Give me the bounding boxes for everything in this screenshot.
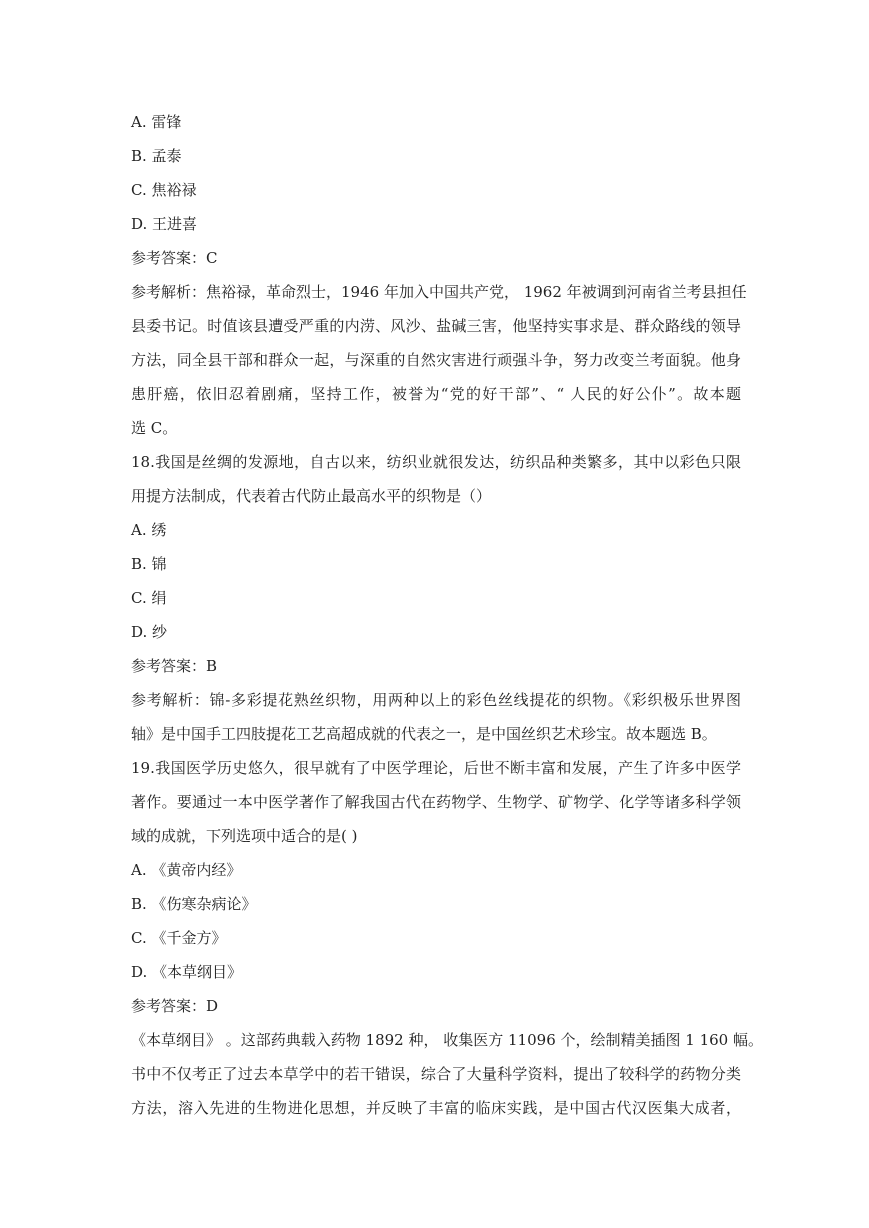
question-19-text: 著作。要通过一本中医学著作了解我国古代在药物学、生物学、矿物学、化学等诸多科学领 (131, 793, 741, 811)
option-c: C. 焦裕禄 (131, 181, 197, 199)
option-d: D. 王进喜 (131, 215, 198, 233)
question-18-text: 18.我国是丝绸的发源地，自古以来，纺织业就很发达，纺织品种类繁多，其中以彩色只限 (131, 453, 741, 471)
option-a: A. 《黄帝内经》 (131, 861, 242, 879)
option-b: B. 孟泰 (131, 147, 182, 165)
explanation-line: 患肝癌，依旧忍着剧痛，坚持工作，被誉为“党的好干部”、“ 人民的好公仆”。故本题 (131, 385, 741, 403)
option-c: C. 绢 (131, 589, 167, 607)
question-18-text: 用提方法制成，代表着古代防止最高水平的织物是（） (131, 487, 492, 505)
explanation-line: 参考解析：焦裕禄，革命烈士，1946 年加入中国共产党， 1962 年被调到河南省兰考县担任 (131, 283, 747, 301)
question-19-text: 域的成就，下列选项中适合的是( ) (131, 827, 358, 845)
explanation-line: 选 C。 (131, 419, 178, 437)
question-19-text: 19.我国医学历史悠久，很早就有了中医学理论，后世不断丰富和发展，产生了许多中医学 (131, 759, 741, 777)
explanation-line: 方法，同全县干部和群众一起，与深重的自然灾害进行顽强斗争，努力改变兰考面貌。他身 (131, 351, 741, 369)
option-b: B. 《伤寒杂病论》 (131, 895, 257, 913)
explanation-line: 《本草纲目》 。这部药典载入药物 1892 种， 收集医方 11096 个，绘制精美插图 1 160 幅。 (131, 1031, 763, 1049)
explanation-line: 书中不仅考正了过去本草学中的若干错误，综合了大量科学资料，提出了较科学的药物分类 (131, 1065, 741, 1083)
explanation-line: 参考解析：锦-多彩提花熟丝织物，用两种以上的彩色丝线提花的织物。《彩织极乐世界图 (131, 691, 741, 709)
answer-line: 参考答案：D (131, 997, 219, 1015)
explanation-line: 方法，溶入先进的生物进化思想，并反映了丰富的临床实践，是中国古代汉医集大成者， (131, 1099, 741, 1117)
option-d: D. 纱 (131, 623, 168, 641)
option-a: A. 绣 (131, 521, 167, 539)
explanation-line: 轴》是中国手工四肢提花工艺高超成就的代表之一，是中国丝织艺术珍宝。故本题选 B。 (131, 725, 717, 743)
option-d: D. 《本草纲目》 (131, 963, 243, 981)
option-b: B. 锦 (131, 555, 167, 573)
answer-line: 参考答案：C (131, 249, 218, 267)
explanation-line: 县委书记。时值该县遭受严重的内涝、风沙、盐碱三害，他坚持实事求是、群众路线的领导 (131, 317, 741, 335)
option-a: A. 雷锋 (131, 113, 182, 131)
answer-line: 参考答案：B (131, 657, 218, 675)
option-c: C. 《千金方》 (131, 929, 227, 947)
